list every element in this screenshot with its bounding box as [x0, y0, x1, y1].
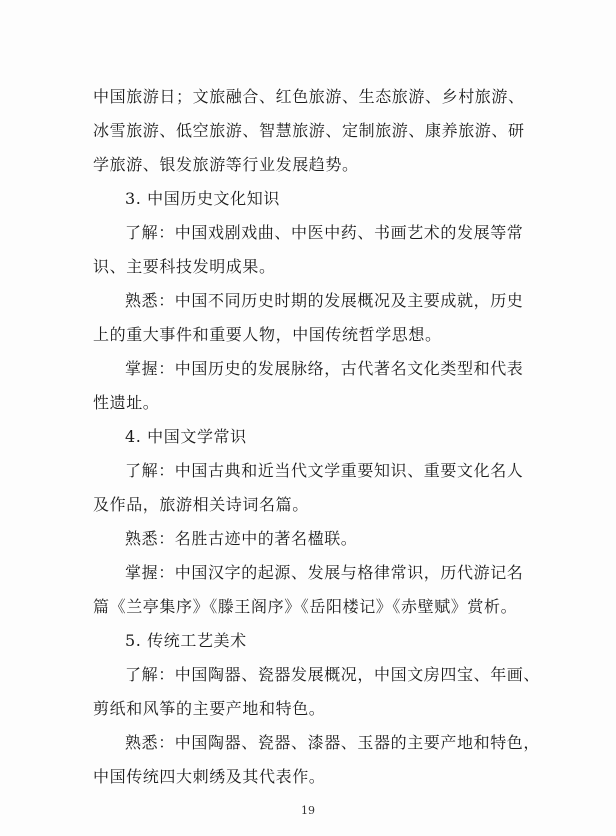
section-heading-crafts: 5. 传统工艺美术 — [125, 631, 247, 650]
text-line: 识、主要科技发明成果。 — [93, 257, 276, 276]
text-line: 学旅游、银发旅游等行业发展趋势。 — [93, 155, 359, 174]
text-line: 掌握：中国历史的发展脉络，古代著名文化类型和代表 — [125, 359, 524, 378]
text-line: 性遗址。 — [93, 393, 160, 412]
text-line: 及作品，旅游相关诗词名篇。 — [93, 495, 309, 514]
text-line: 了解：中国戏剧戏曲、中医中药、书画艺术的发展等常 — [125, 223, 524, 242]
text-line: 上的重大事件和重要人物，中国传统哲学思想。 — [93, 325, 442, 344]
text-line: 冰雪旅游、低空旅游、智慧旅游、定制旅游、康养旅游、研 — [93, 121, 525, 140]
text-line: 掌握：中国汉字的起源、发展与格律常识，历代游记名 — [125, 563, 524, 582]
text-line: 了解：中国陶器、瓷器发展概况，中国文房四宝、年画、 — [125, 665, 541, 684]
text-line: 中国传统四大刺绣及其代表作。 — [93, 767, 326, 786]
section-heading-literature: 4. 中国文学常识 — [125, 427, 247, 446]
text-line: 剪纸和风筝的主要产地和特色。 — [93, 699, 326, 718]
text-line: 中国旅游日；文旅融合、红色旅游、生态旅游、乡村旅游、 — [93, 87, 525, 106]
text-line: 熟悉：名胜古迹中的著名楹联。 — [125, 529, 358, 548]
page-number: 19 — [301, 804, 315, 817]
section-heading-history: 3. 中国历史文化知识 — [125, 189, 280, 208]
text-line: 熟悉：中国不同历史时期的发展概况及主要成就，历史 — [125, 291, 524, 310]
text-line: 篇《兰亭集序》《滕王阁序》《岳阳楼记》《赤壁赋》赏析。 — [93, 597, 518, 616]
text-line: 熟悉：中国陶器、瓷器、漆器、玉器的主要产地和特色， — [125, 733, 541, 752]
document-body — [93, 82, 541, 791]
text-line: 了解：中国古典和近当代文学重要知识、重要文化名人 — [125, 461, 524, 480]
